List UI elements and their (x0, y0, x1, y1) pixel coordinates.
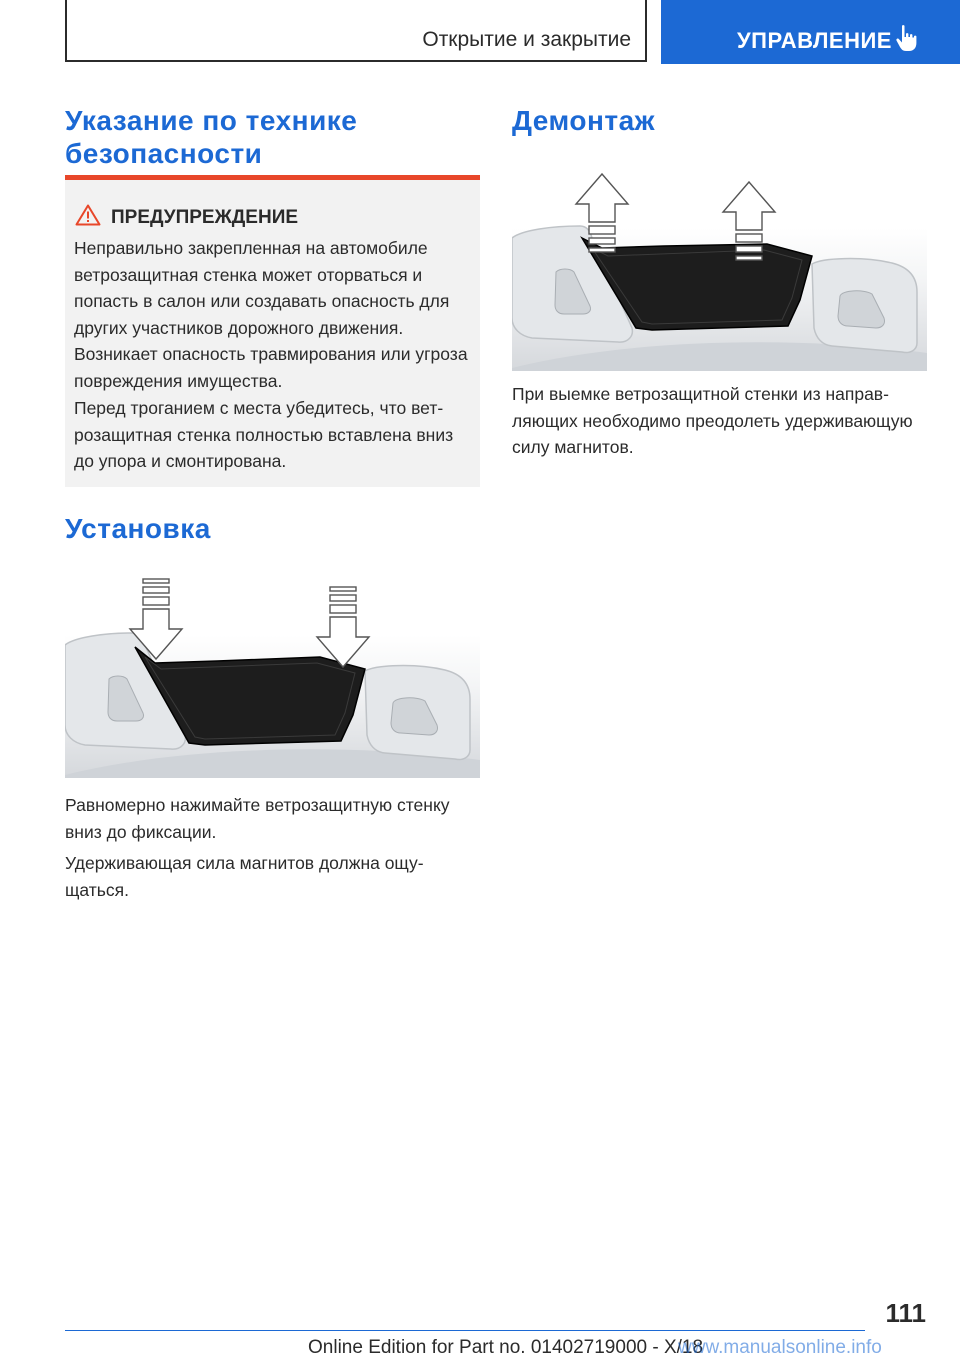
hand-pointer-icon (895, 24, 921, 52)
footer-watermark: www.manualsonline.info (678, 1337, 882, 1358)
remove-heading: Демонтаж (512, 105, 655, 136)
header-section-box (65, 0, 647, 62)
header-chapter-label: УПРАВЛЕНИЕ (737, 28, 892, 53)
header-chapter-tab (661, 0, 960, 64)
remove-illustration (512, 168, 927, 371)
install-heading: Установка (65, 513, 211, 544)
warning-title: ПРЕДУПРЕЖДЕНИЕ (111, 207, 299, 228)
safety-heading: Указание по технике безопасности (65, 105, 358, 169)
remove-paragraph-1: При выемке ветрозащитной стенки из направляющих необходимо преодолеть удерживающую силу магнитов. (512, 384, 913, 457)
warning-paragraph-1: Неправильно закрепленная на автомобиле ветрозащитная стенка может оторваться и попасть в салон или создавать опасность для других участников дорожного движения. Возникает опасность травмирования или угроза повреждения имущества. (74, 238, 468, 391)
install-paragraph-2: Удерживающая сила магнитов должна ощущаться. (65, 853, 424, 900)
footer-divider (65, 1330, 865, 1331)
warning-paragraph-2: Перед троганием с места убедитесь, что ветрозащитная стенка полностью вставлена вниз до упора и смонтирована. (74, 398, 454, 471)
warning-box (65, 175, 480, 487)
footer-edition: Online Edition for Part no. 01402719000 - X/18 (308, 1337, 704, 1358)
page-number: 111 (885, 1298, 926, 1328)
install-illustration (65, 575, 480, 778)
install-paragraph-1: Равномерно нажимайте ветрозащитную стенку вниз до фиксации. (65, 795, 450, 842)
warning-triangle-icon (75, 204, 101, 226)
header-section-title: Открытие и закрытие (422, 28, 631, 51)
